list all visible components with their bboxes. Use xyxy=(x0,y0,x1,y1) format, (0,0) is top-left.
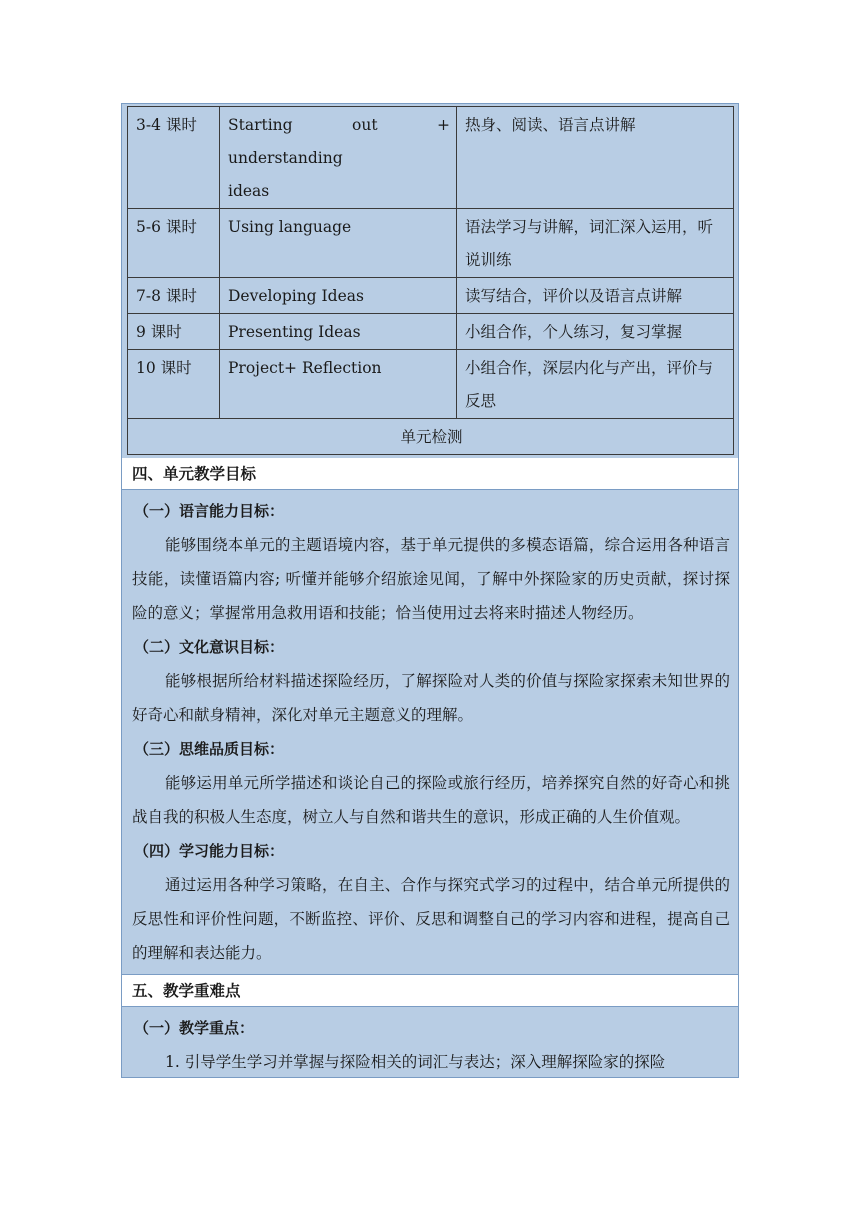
section-title: 四、单元教学目标 xyxy=(121,458,739,490)
content-cell: Presenting Ideas xyxy=(220,314,457,350)
activity-cell: 小组合作，个人练习，复习掌握 xyxy=(457,314,734,350)
lesson-plan-page xyxy=(121,103,739,1078)
period-cell: 5-6 课时 xyxy=(128,209,220,278)
table-row xyxy=(128,350,734,419)
subsection-text: 能够根据所给材料描述探险经历，了解探险对人类的价值与探险家探索未知世界的好奇心和献身精神，深化对单元主题意义的理解。 xyxy=(132,672,730,724)
schedule-container xyxy=(121,103,739,458)
section-title: 五、教学重难点 xyxy=(121,975,739,1007)
table-row xyxy=(128,278,734,314)
content-line: ideas xyxy=(228,182,270,200)
table-row xyxy=(128,107,734,209)
activity-cell: 语法学习与讲解，词汇深入运用，听说训练 xyxy=(457,209,734,278)
activity-cell: 小组合作，深层内化与产出，评价与反思 xyxy=(457,350,734,419)
activity-cell: 读写结合，评价以及语言点讲解 xyxy=(457,278,734,314)
content-cell: Developing Ideas xyxy=(220,278,457,314)
content-cell: Using language xyxy=(220,209,457,278)
table-row xyxy=(128,419,734,455)
period-cell: 10 课时 xyxy=(128,350,220,419)
subsection-text: 能够围绕本单元的主题语境内容，基于单元提供的多模态语篇，综合运用各种语言技能，读懂语篇内容; 听懂并能够介绍旅途见闻，了解中外探险家的历史贡献，探讨探险的意义；掌握常用急救用语和技能；恰当使用过去将来时描述人物经历。 xyxy=(132,536,730,622)
schedule-table xyxy=(127,106,734,455)
content-cell: Project+ Reflection xyxy=(220,350,457,419)
period-cell: 7-8 课时 xyxy=(128,278,220,314)
period-cell: 9 课时 xyxy=(128,314,220,350)
section-body xyxy=(121,490,739,975)
table-row xyxy=(128,314,734,350)
subsection-heading: （三）思维品质目标： xyxy=(134,740,285,758)
subsection-text: 1. 引导学生学习并掌握与探险相关的词汇与表达；深入理解探险家的探险 xyxy=(165,1053,666,1071)
table-row xyxy=(128,209,734,278)
subsection-heading: （一）教学重点： xyxy=(134,1019,255,1037)
subsection-text: 通过运用各种学习策略，在自主、合作与探究式学习的过程中，结合单元所提供的反思性和评价性问题，不断监控、评价、反思和调整自己的学习内容和进程，提高自己的理解和表达能力。 xyxy=(132,876,730,962)
unit-check-cell: 单元检测 xyxy=(128,419,734,455)
content-line: Starting out + understanding xyxy=(228,116,450,167)
subsection-heading: （一）语言能力目标： xyxy=(134,502,285,520)
content-cell xyxy=(220,107,457,209)
subsection-heading: （二）文化意识目标： xyxy=(134,638,285,656)
subsection-heading: （四）学习能力目标： xyxy=(134,842,285,860)
period-cell: 3-4 课时 xyxy=(128,107,220,209)
subsection-text: 能够运用单元所学描述和谈论自己的探险或旅行经历，培养探究自然的好奇心和挑战自我的积极人生态度，树立人与自然和谐共生的意识，形成正确的人生价值观。 xyxy=(132,774,730,826)
section-body xyxy=(121,1007,739,1078)
activity-cell: 热身、阅读、语言点讲解 xyxy=(457,107,734,209)
